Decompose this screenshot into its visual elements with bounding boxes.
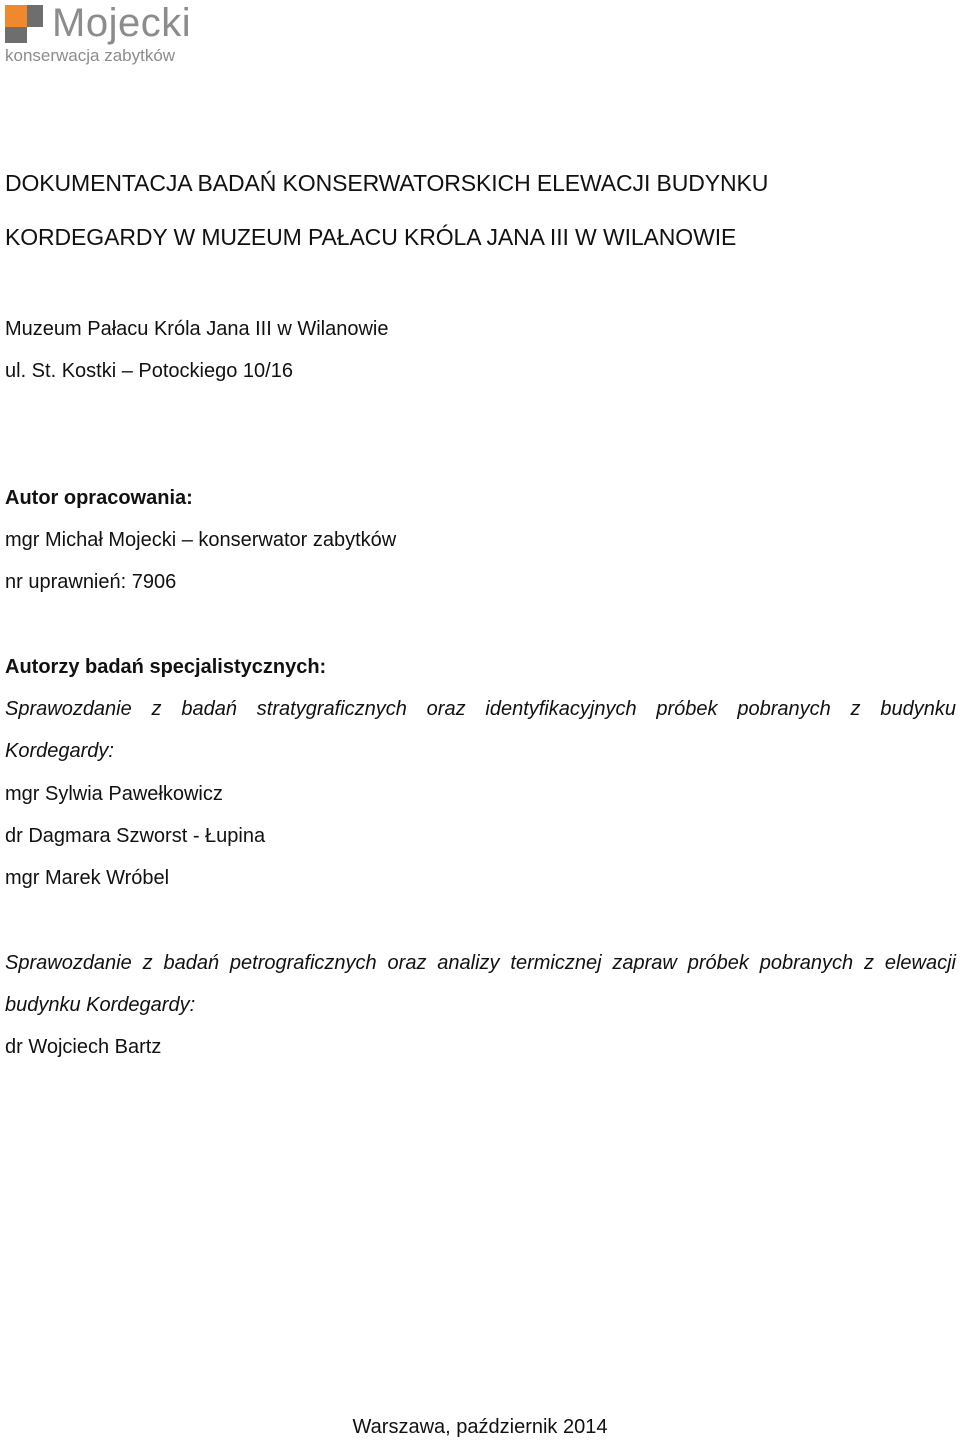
specialists-heading: Autorzy badań specjalistycznych:: [5, 656, 327, 678]
address-line-1: Muzeum Pałacu Króla Jana III w Wilanowie: [5, 318, 389, 340]
document-title-line-1: DOKUMENTACJA BADAŃ KONSERWATORSKICH ELEWACJI BUDYNKU: [5, 170, 769, 196]
author-name: mgr Michał Mojecki – konserwator zabytków: [5, 529, 397, 551]
logo-name: Mojecki: [52, 1, 192, 45]
report-1-title-line-2: Kordegardy:: [5, 740, 114, 762]
report-1-author: dr Dagmara Szworst - Łupina: [5, 825, 266, 847]
author-heading: Autor opracowania:: [5, 487, 193, 509]
report-1-title-line-1: Sprawozdanie z badań stratygraficznych oraz identyfikacyjnych próbek pobranych z budynku: [5, 698, 956, 720]
logo-tagline: konserwacja zabytków: [5, 46, 176, 65]
report-1-author: mgr Marek Wróbel: [5, 867, 170, 889]
report-2-title-line-1: Sprawozdanie z badań petrograficznych oraz analizy termicznej zapraw próbek pobranych z elewacji: [5, 952, 956, 974]
company-logo: [4, 2, 214, 70]
report-2-title-line-2: budynku Kordegardy:: [5, 994, 196, 1016]
document-title-line-2: KORDEGARDY W MUZEUM PAŁACU KRÓLA JANA III W WILANOWIE: [5, 224, 737, 250]
address-line-2: ul. St. Kostki – Potockiego 10/16: [5, 360, 293, 382]
place-and-date: Warszawa, październik 2014: [352, 1416, 608, 1438]
license-number: nr uprawnień: 7906: [5, 571, 177, 593]
report-2-author: dr Wojciech Bartz: [5, 1036, 162, 1058]
report-1-author: mgr Sylwia Pawełkowicz: [5, 783, 223, 805]
logo-mark-icon: [5, 5, 43, 43]
